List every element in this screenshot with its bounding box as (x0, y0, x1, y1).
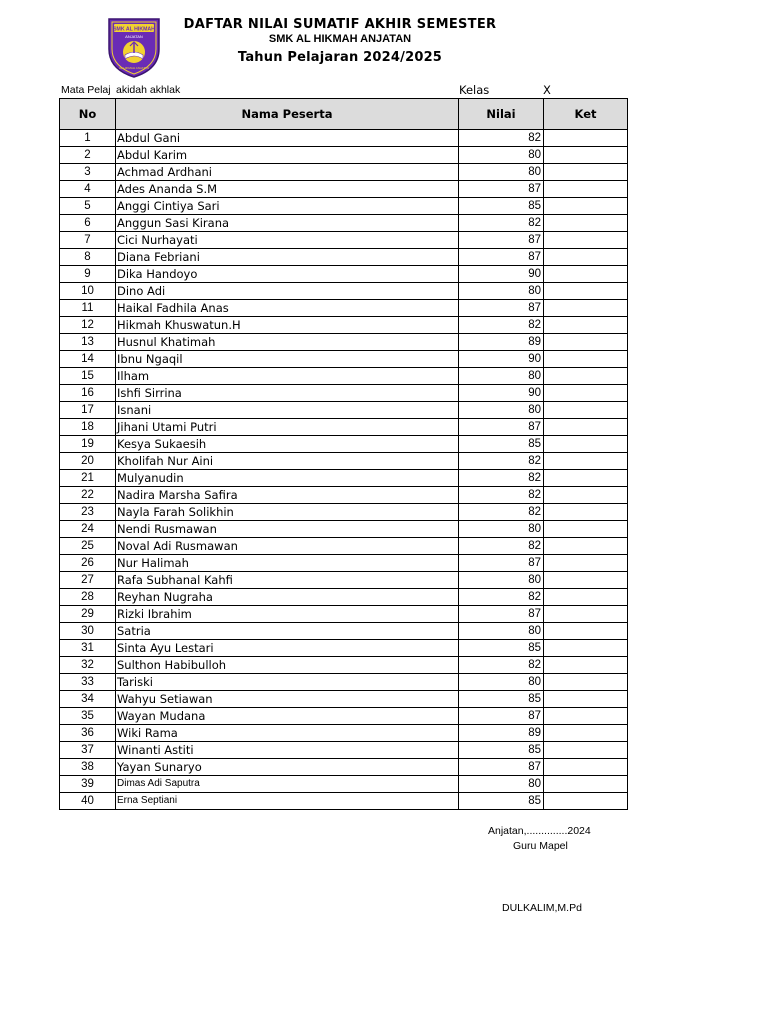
row-ket (544, 504, 628, 521)
row-ket (544, 793, 628, 810)
row-ket (544, 572, 628, 589)
row-nilai: 82 (459, 453, 544, 470)
row-no: 18 (60, 419, 116, 436)
row-nama: Abdul Karim (116, 147, 459, 164)
row-no: 33 (60, 674, 116, 691)
academic-year: Tahun Pelajaran 2024/2025 (237, 50, 443, 65)
row-nama: Satria (116, 623, 459, 640)
row-nama: Ilham (116, 368, 459, 385)
row-ket (544, 657, 628, 674)
row-nama: Winanti Astiti (116, 742, 459, 759)
row-ket (544, 725, 628, 742)
row-nilai: 82 (459, 130, 544, 147)
table-row (60, 725, 628, 742)
row-ket (544, 198, 628, 215)
row-nama: Cici Nurhayati (116, 232, 459, 249)
table-row (60, 555, 628, 572)
row-nama: Achmad Ardhani (116, 164, 459, 181)
row-nama: Yayan Sunaryo (116, 759, 459, 776)
row-nama: Wahyu Setiawan (116, 691, 459, 708)
row-ket (544, 300, 628, 317)
table-row (60, 419, 628, 436)
row-nama: Haikal Fadhila Anas (116, 300, 459, 317)
row-no: 8 (60, 249, 116, 266)
logo-top-text: SMK AL HIKMAH (113, 26, 155, 33)
row-nilai: 82 (459, 487, 544, 504)
row-no: 34 (60, 691, 116, 708)
row-no: 22 (60, 487, 116, 504)
row-ket (544, 436, 628, 453)
row-nilai: 80 (459, 164, 544, 181)
school-logo (105, 15, 163, 79)
row-no: 1 (60, 130, 116, 147)
row-nilai: 85 (459, 691, 544, 708)
row-nama: Hikmah Khuswatun.H (116, 317, 459, 334)
table-row (60, 130, 628, 147)
class-label: Kelas (459, 83, 490, 97)
row-nilai: 82 (459, 215, 544, 232)
row-no: 40 (60, 793, 116, 810)
table-row (60, 232, 628, 249)
row-nama: Sulthon Habibulloh (116, 657, 459, 674)
subject-value: akidah akhlak (116, 84, 181, 96)
table-row (60, 215, 628, 232)
row-ket (544, 487, 628, 504)
row-no: 36 (60, 725, 116, 742)
header-no: No (60, 99, 116, 130)
row-no: 12 (60, 317, 116, 334)
row-nama: Dimas Adi Saputra (116, 776, 459, 793)
row-ket (544, 266, 628, 283)
row-ket (544, 130, 628, 147)
logo-sub-text: ANJATAN (125, 34, 143, 39)
row-no: 16 (60, 385, 116, 402)
row-nilai: 85 (459, 640, 544, 657)
row-nilai: 82 (459, 657, 544, 674)
row-nilai: 82 (459, 317, 544, 334)
table-row (60, 521, 628, 538)
header-nilai: Nilai (459, 99, 544, 130)
row-nama: Ades Ananda S.M (116, 181, 459, 198)
document-title: DAFTAR NILAI SUMATIF AKHIR SEMESTER (183, 17, 497, 32)
row-ket (544, 181, 628, 198)
row-ket (544, 606, 628, 623)
row-nama: Rafa Subhanal Kahfi (116, 572, 459, 589)
row-nilai: 87 (459, 606, 544, 623)
row-no: 38 (60, 759, 116, 776)
table-row (60, 487, 628, 504)
table-row (60, 674, 628, 691)
row-nilai: 87 (459, 232, 544, 249)
row-nilai: 87 (459, 555, 544, 572)
row-ket (544, 283, 628, 300)
row-ket (544, 742, 628, 759)
row-no: 2 (60, 147, 116, 164)
row-nilai: 80 (459, 623, 544, 640)
row-nilai: 80 (459, 674, 544, 691)
row-ket (544, 147, 628, 164)
row-no: 14 (60, 351, 116, 368)
row-no: 23 (60, 504, 116, 521)
header-ket: Ket (544, 99, 628, 130)
row-ket (544, 708, 628, 725)
table-row (60, 504, 628, 521)
row-nilai: 87 (459, 249, 544, 266)
row-nama: Ibnu Ngaqil (116, 351, 459, 368)
row-nilai: 90 (459, 266, 544, 283)
row-ket (544, 589, 628, 606)
row-no: 39 (60, 776, 116, 793)
row-ket (544, 521, 628, 538)
logo-bottom-text: AL HIKMAH ANJATAN (119, 66, 149, 70)
row-no: 24 (60, 521, 116, 538)
signature-name: DULKALIM,M.Pd (502, 902, 582, 914)
row-no: 3 (60, 164, 116, 181)
row-ket (544, 674, 628, 691)
row-nilai: 82 (459, 470, 544, 487)
table-row (60, 283, 628, 300)
header-nama: Nama Peserta (116, 99, 459, 130)
row-ket (544, 470, 628, 487)
row-nama: Tariski (116, 674, 459, 691)
row-nilai: 82 (459, 538, 544, 555)
class-value: X (543, 83, 551, 97)
row-nilai: 85 (459, 198, 544, 215)
row-nama: Noval Adi Rusmawan (116, 538, 459, 555)
row-ket (544, 385, 628, 402)
row-no: 28 (60, 589, 116, 606)
row-nilai: 80 (459, 147, 544, 164)
row-nama: Anggun Sasi Kirana (116, 215, 459, 232)
row-ket (544, 691, 628, 708)
table-row (60, 198, 628, 215)
row-ket (544, 334, 628, 351)
row-no: 9 (60, 266, 116, 283)
row-nilai: 90 (459, 351, 544, 368)
row-nama: Reyhan Nugraha (116, 589, 459, 606)
table-row (60, 606, 628, 623)
row-no: 30 (60, 623, 116, 640)
row-nama: Mulyanudin (116, 470, 459, 487)
row-nama: Erna Septiani (116, 793, 459, 810)
row-nama: Diana Febriani (116, 249, 459, 266)
row-no: 32 (60, 657, 116, 674)
table-header-row (60, 99, 628, 130)
row-ket (544, 368, 628, 385)
row-nilai: 89 (459, 725, 544, 742)
row-no: 37 (60, 742, 116, 759)
row-no: 27 (60, 572, 116, 589)
row-no: 13 (60, 334, 116, 351)
row-no: 6 (60, 215, 116, 232)
row-no: 15 (60, 368, 116, 385)
row-ket (544, 402, 628, 419)
table-row (60, 453, 628, 470)
row-ket (544, 453, 628, 470)
table-row (60, 657, 628, 674)
table-row (60, 436, 628, 453)
row-nilai: 87 (459, 708, 544, 725)
row-nilai: 90 (459, 385, 544, 402)
subject-label: Mata Pelaj (61, 84, 111, 96)
row-nama: Dika Handoyo (116, 266, 459, 283)
row-no: 19 (60, 436, 116, 453)
row-nama: Nendi Rusmawan (116, 521, 459, 538)
row-no: 7 (60, 232, 116, 249)
row-ket (544, 317, 628, 334)
row-ket (544, 215, 628, 232)
table-row (60, 572, 628, 589)
row-nama: Husnul Khatimah (116, 334, 459, 351)
row-ket (544, 759, 628, 776)
row-no: 31 (60, 640, 116, 657)
row-nilai: 80 (459, 402, 544, 419)
table-row (60, 334, 628, 351)
row-nama: Sinta Ayu Lestari (116, 640, 459, 657)
row-no: 35 (60, 708, 116, 725)
row-no: 10 (60, 283, 116, 300)
row-ket (544, 419, 628, 436)
row-no: 25 (60, 538, 116, 555)
row-ket (544, 640, 628, 657)
signature-place-date: Anjatan,..............2024 (488, 825, 591, 837)
row-ket (544, 164, 628, 181)
row-no: 20 (60, 453, 116, 470)
table-row (60, 708, 628, 725)
row-nama: Wayan Mudana (116, 708, 459, 725)
table-row (60, 164, 628, 181)
row-nilai: 85 (459, 793, 544, 810)
table-row (60, 691, 628, 708)
row-nilai: 80 (459, 283, 544, 300)
table-row (60, 793, 628, 810)
row-nama: Anggi Cintiya Sari (116, 198, 459, 215)
table-row (60, 317, 628, 334)
signature-role: Guru Mapel (513, 840, 568, 852)
row-nilai: 80 (459, 521, 544, 538)
row-ket (544, 776, 628, 793)
table-row (60, 470, 628, 487)
row-nama: Nur Halimah (116, 555, 459, 572)
row-nama: Jihani Utami Putri (116, 419, 459, 436)
table-row (60, 249, 628, 266)
table-row (60, 742, 628, 759)
row-nama: Isnani (116, 402, 459, 419)
row-no: 29 (60, 606, 116, 623)
table-row (60, 759, 628, 776)
grades-table (59, 98, 628, 810)
row-nilai: 82 (459, 504, 544, 521)
row-nilai: 80 (459, 572, 544, 589)
row-ket (544, 555, 628, 572)
row-nilai: 87 (459, 419, 544, 436)
row-nilai: 87 (459, 759, 544, 776)
row-nilai: 80 (459, 368, 544, 385)
table-row (60, 266, 628, 283)
row-ket (544, 232, 628, 249)
row-nilai: 85 (459, 742, 544, 759)
table-row (60, 385, 628, 402)
table-row (60, 402, 628, 419)
row-nama: Dino Adi (116, 283, 459, 300)
row-ket (544, 249, 628, 266)
row-ket (544, 623, 628, 640)
table-row (60, 368, 628, 385)
row-nama: Rizki Ibrahim (116, 606, 459, 623)
row-nama: Wiki Rama (116, 725, 459, 742)
table-row (60, 181, 628, 198)
table-row (60, 300, 628, 317)
row-ket (544, 351, 628, 368)
table-row (60, 538, 628, 555)
table-row (60, 623, 628, 640)
row-nama: Nayla Farah Solikhin (116, 504, 459, 521)
row-nama: Kesya Sukaesih (116, 436, 459, 453)
row-nama: Abdul Gani (116, 130, 459, 147)
row-nama: Ishfi Sirrina (116, 385, 459, 402)
row-no: 17 (60, 402, 116, 419)
row-nilai: 87 (459, 300, 544, 317)
table-row (60, 351, 628, 368)
row-no: 4 (60, 181, 116, 198)
table-row (60, 589, 628, 606)
table-row (60, 776, 628, 793)
row-nama: Nadira Marsha Safira (116, 487, 459, 504)
row-no: 21 (60, 470, 116, 487)
row-ket (544, 538, 628, 555)
row-no: 26 (60, 555, 116, 572)
row-nama: Kholifah Nur Aini (116, 453, 459, 470)
row-no: 11 (60, 300, 116, 317)
row-nilai: 80 (459, 776, 544, 793)
row-nilai: 87 (459, 181, 544, 198)
table-row (60, 147, 628, 164)
school-name: SMK AL HIKMAH ANJATAN (268, 33, 412, 45)
table-row (60, 640, 628, 657)
row-no: 5 (60, 198, 116, 215)
row-nilai: 89 (459, 334, 544, 351)
row-nilai: 82 (459, 589, 544, 606)
row-nilai: 85 (459, 436, 544, 453)
